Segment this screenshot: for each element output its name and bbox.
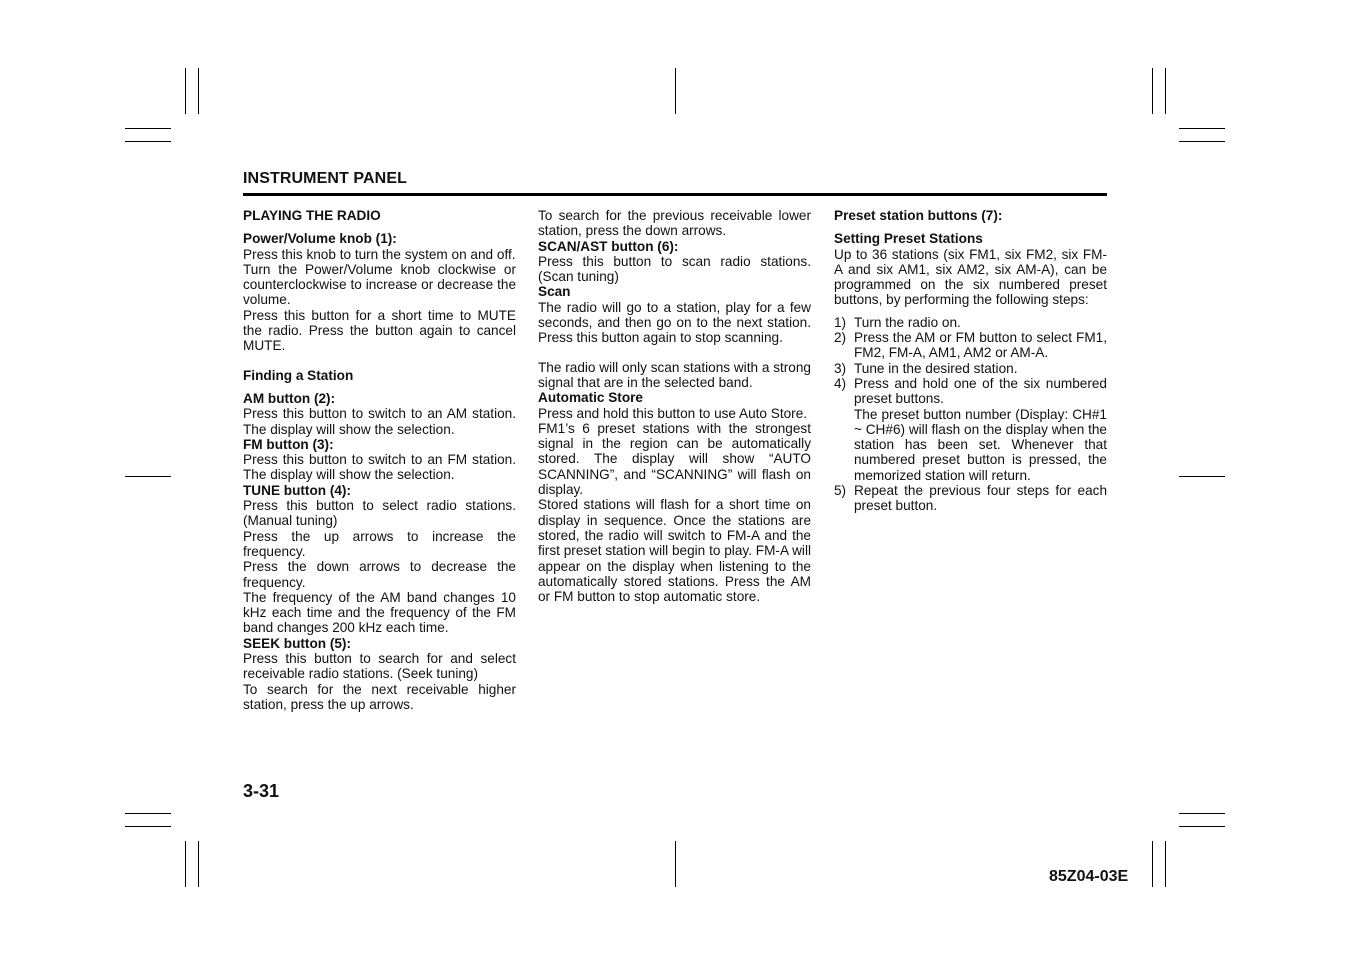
crop-mark — [675, 68, 676, 114]
scan-text: The radio will only scan stations with a strong signal that are in the selected band. — [538, 359, 811, 390]
crop-mark — [198, 841, 199, 887]
list-item: 2) Press the AM or FM button to select FM1, FM2, FM-A, AM1, AM2 or AM-A. — [834, 330, 1107, 361]
crop-mark — [1179, 141, 1225, 142]
setting-preset-title: Setting Preset Stations — [834, 231, 983, 247]
crop-mark — [1179, 476, 1225, 477]
crop-mark — [125, 476, 171, 477]
scan-text: The radio will go to a station, play for a few seconds, and then go on to the next station. Press this button again to stop scanning. — [538, 299, 811, 346]
power-knob-text: Press this button for a short time to MUTE the radio. Press the button again to cancel MUTE. — [243, 307, 516, 354]
column-2 — [538, 208, 811, 604]
crop-mark — [1179, 826, 1225, 827]
seek-button-text: To search for the previous receivable lower station, press the down arrows. — [538, 208, 811, 239]
crop-mark — [125, 128, 171, 129]
crop-mark — [185, 841, 186, 887]
auto-store-text: Press and hold this button to use Auto Store. — [538, 405, 808, 421]
fm-button-text: Press this button to switch to an FM station. The display will show the selection. — [243, 452, 516, 483]
am-button-title: AM button (2): — [243, 390, 336, 406]
step-note: The preset button number (Display: CH#1 ~ CH#6) will flash on the display when the station has been set. Whenever that numbered preset button is pressed, the memorized station will return. — [854, 406, 1107, 483]
crop-mark — [1152, 841, 1153, 887]
tune-button-text: Press the down arrows to decrease the frequency. — [243, 559, 516, 590]
crop-mark — [185, 68, 186, 114]
column-3 — [834, 208, 1107, 514]
crop-mark — [1179, 813, 1225, 814]
preset-steps-list — [834, 315, 1107, 514]
crop-mark — [125, 813, 171, 814]
auto-store-title: Automatic Store — [538, 390, 643, 406]
crop-mark — [125, 141, 171, 142]
document-code: 85Z04-03E — [1049, 868, 1129, 885]
seek-button-text: To search for the next receivable higher station, press the up arrows. — [243, 681, 516, 712]
list-item: 1) Turn the radio on. — [834, 314, 961, 330]
fm-button-title: FM button (3): — [243, 436, 334, 452]
power-knob-title: Power/Volume knob (1): — [243, 231, 397, 247]
page-number: 3-31 — [243, 781, 280, 801]
power-knob-text: Turn the Power/Volume knob clockwise or counterclockwise to increase or decrease the volume. — [243, 261, 516, 308]
auto-store-text: FM1’s 6 preset stations with the strongest signal in the region can be automatically stored. The display will show “AUTO SCANNING”, and “SCANNING” will flash on display. — [538, 420, 811, 498]
section-header: INSTRUMENT PANEL — [243, 170, 407, 187]
am-button-text: Press this button to switch to an AM station. The display will show the selection. — [243, 406, 516, 437]
header-rule — [243, 193, 1107, 196]
setting-preset-text: Up to 36 stations (six FM1, six FM2, six FM-A and six AM1, six AM2, six AM-A), can be programmed on the six numbered preset buttons, by performing the following steps: — [834, 246, 1107, 308]
crop-mark — [125, 826, 171, 827]
tune-button-text: The frequency of the AM band changes 10 kHz each time and the frequency of the FM band changes 200 kHz each time. — [243, 589, 516, 636]
seek-button-title: SEEK button (5): — [243, 635, 351, 651]
crop-mark — [1165, 68, 1166, 114]
crop-mark — [675, 841, 676, 887]
scan-subheading: Scan — [538, 284, 571, 300]
list-item: 5) Repeat the previous four steps for each preset button. — [834, 483, 1107, 514]
preset-buttons-heading: Preset station buttons (7): — [834, 208, 1003, 223]
scan-button-title: SCAN/AST button (6): — [538, 238, 679, 254]
tune-button-text: Press this button to select radio stations. (Manual tuning) — [243, 498, 516, 529]
auto-store-text: Stored stations will flash for a short time on display in sequence. Once the stations are stored, the radio will switch to FM-A and the first preset station will begin to play. FM-A will appear on the display when listening to the automatically stored stations. Press the AM or FM button to stop automatic store. — [538, 497, 811, 605]
tune-button-title: TUNE button (4): — [243, 482, 351, 498]
crop-mark — [1179, 128, 1225, 129]
scan-button-text: Press this button to scan radio stations. (Scan tuning) — [538, 253, 811, 285]
crop-mark — [1152, 68, 1153, 114]
playing-radio-heading: PLAYING THE RADIO — [243, 208, 381, 223]
crop-mark — [198, 68, 199, 114]
list-item: 3) Tune in the desired station. — [834, 360, 1018, 376]
tune-button-text: Press the up arrows to increase the frequency. — [243, 528, 516, 559]
finding-station-heading: Finding a Station — [243, 367, 354, 383]
column-1 — [243, 208, 516, 712]
crop-mark — [1165, 841, 1166, 887]
list-item: 4) Press and hold one of the six numbered preset buttons. The preset button number (Display: CH#1 ~ CH#6) will flash on the display when the station has been set. Whenever that numbered preset button is pressed, the memorized station will return. — [834, 375, 1107, 483]
seek-button-text: Press this button to search for and select receivable radio stations. (Seek tuning) — [243, 651, 516, 682]
power-knob-text: Press this knob to turn the system on and off. — [243, 246, 516, 262]
